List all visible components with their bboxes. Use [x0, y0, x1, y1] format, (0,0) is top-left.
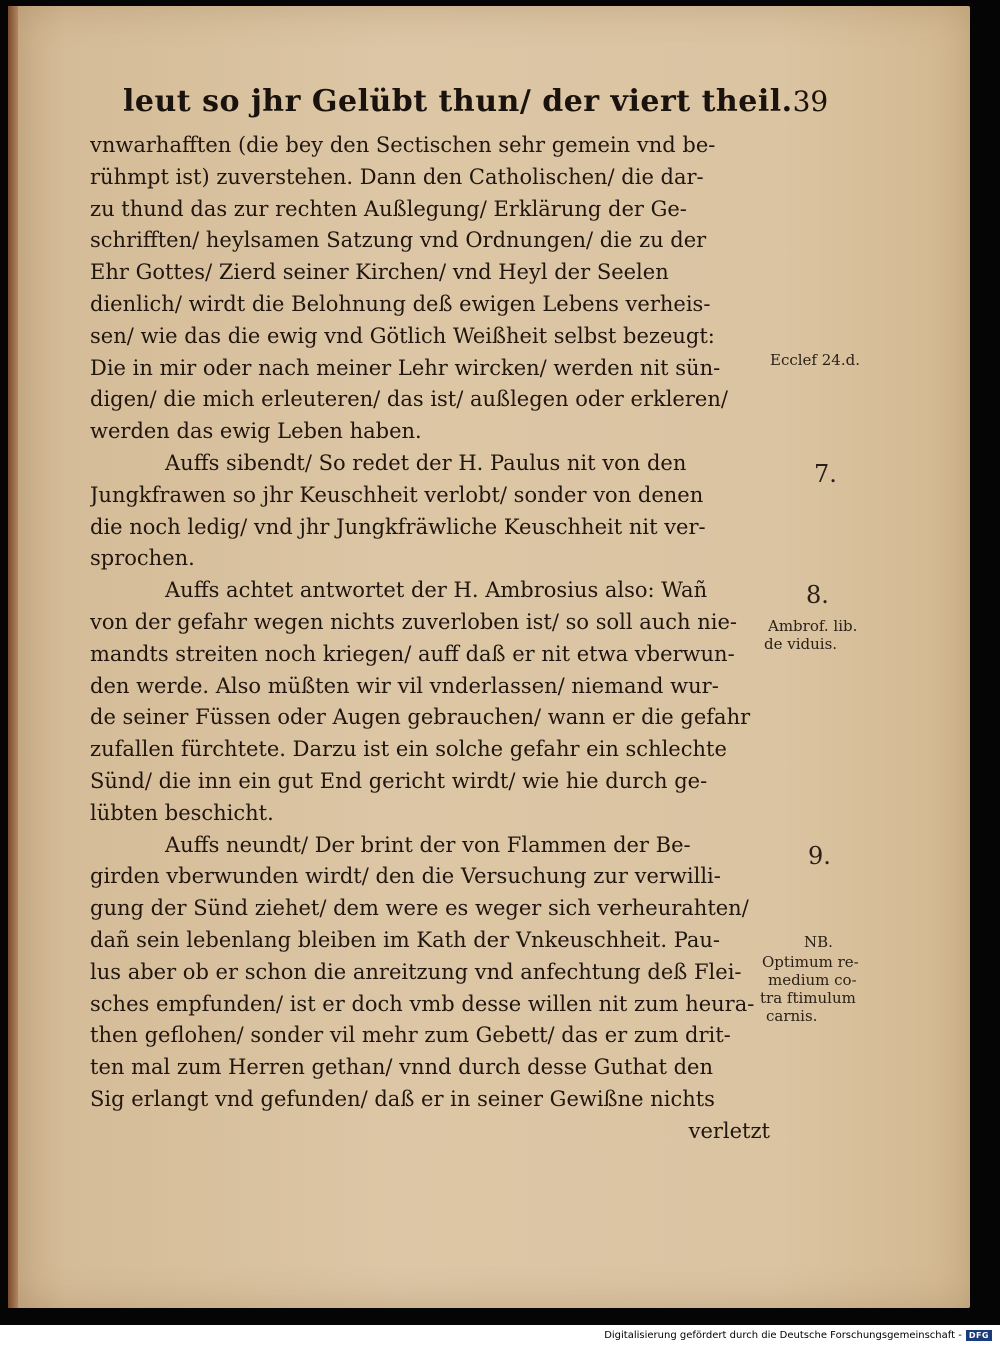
text-line: Auffs achtet antwortet der H. Ambrosius also: Wañ	[165, 578, 708, 603]
text-line: sen/ wie das die ewig vnd Götlich Weißheit selbst bezeugt:	[90, 323, 715, 348]
margin-note-nb-2: Optimum re-	[762, 953, 859, 971]
text-line: Auffs neundt/ Der brint der von Flammen der Be-	[165, 832, 691, 857]
text-line: Jungkfrawen so jhr Keuschheit verlobt/ sonder von denen	[90, 482, 704, 507]
text-line: Sünd/ die inn ein gut End gericht wirdt/ wie hie durch ge-	[90, 768, 708, 793]
margin-number-9: 9.	[808, 842, 831, 870]
text-line: zu thund das zur rechten Außlegung/ Erklärung der Ge-	[90, 196, 687, 221]
text-line: dienlich/ wirdt die Belohnung deß ewigen Lebens verheis-	[90, 291, 711, 316]
text-line: lus aber ob er schon die anreitzung vnd anfechtung deß Flei-	[90, 959, 742, 984]
text-line: digen/ die mich erleuteren/ das ist/ außlegen oder erkleren/	[90, 387, 728, 412]
margin-note-nb-3: medium co-	[768, 971, 857, 989]
margin-note-nb-4: tra ftimulum	[760, 989, 856, 1007]
text-line: vnwarhafften (die bey den Sectischen sehr gemein vnd be-	[90, 133, 716, 157]
margin-number-7: 7.	[814, 460, 837, 488]
margin-note-eccles: Ecclef 24.d.	[770, 351, 860, 369]
text-line: de seiner Füssen oder Augen gebrauchen/ wann er die gefahr	[90, 705, 751, 730]
text-line: Auffs sibendt/ So redet der H. Paulus nit von den	[165, 450, 687, 475]
text-line: Ehr Gottes/ Zierd seiner Kirchen/ vnd Heyl der Seelen	[90, 260, 669, 285]
margin-note-ambros-2: de viduis.	[764, 635, 838, 653]
text-line: den werde. Also müßten wir vil vnderlassen/ niemand wur-	[90, 673, 719, 698]
text-line: werden das ewig Leben haben.	[90, 419, 422, 444]
text-line: sprochen.	[90, 546, 195, 571]
page-header	[123, 84, 829, 124]
text-line: lübten beschicht.	[90, 800, 274, 825]
text-line: sches empfunden/ ist er doch vmb desse willen nit zum heura-	[90, 991, 755, 1016]
margin-number-8: 8.	[806, 581, 829, 609]
digitization-footer	[604, 1327, 992, 1343]
margin-note-nb-5: carnis.	[766, 1007, 818, 1025]
text-line: then geflohen/ sonder vil mehr zum Gebett/ das er zum drit-	[90, 1023, 731, 1048]
text-line: ten mal zum Herren gethan/ vnnd durch desse Guthat den	[90, 1055, 713, 1080]
text-line: Die in mir oder nach meiner Lehr wircken/ werden nit sün-	[90, 355, 721, 380]
book-page	[8, 6, 970, 1308]
text-line: die noch ledig/ vnd jhr Jungkfräwliche Keuschheit nit ver-	[90, 514, 706, 539]
body-text	[90, 130, 770, 1148]
text-line: gung der Sünd ziehet/ dem were es weger sich verheurahten/	[90, 896, 749, 921]
text-line: girden vberwunden wirdt/ den die Versuchung zur verwilli-	[90, 864, 721, 889]
margin-note-nb-1: NB.	[804, 933, 833, 951]
text-line: rühmpt ist) zuverstehen. Dann den Catholischen/ die dar-	[90, 164, 704, 189]
page-number: 39	[792, 85, 829, 118]
catchword: verletzt	[688, 1118, 770, 1143]
footer-credit: Digitalisierung gefördert durch die Deutsche Forschungsgemeinschaft -	[604, 1329, 962, 1341]
text-line: von der gefahr wegen nichts zuverloben ist/ so soll auch nie-	[90, 609, 738, 634]
text-line: Sig erlangt vnd gefunden/ daß er in seiner Gewißne nichts	[90, 1086, 715, 1111]
running-head: leut so jhr Gelübt thun/ der viert theil.	[123, 84, 793, 119]
text-line: dañ sein lebenlang bleiben im Kath der Vnkeuschheit. Pau-	[90, 927, 721, 952]
text-line: schrifften/ heylsamen Satzung vnd Ordnungen/ die zu der	[90, 228, 707, 253]
margin-note-ambros-1: Ambrof. lib.	[768, 617, 858, 635]
text-line: mandts streiten noch kriegen/ auff daß er nit etwa vberwun-	[90, 641, 735, 666]
dfg-logo: DFG	[966, 1330, 992, 1341]
text-line: zufallen fürchtete. Darzu ist ein solche gefahr ein schlechte	[90, 737, 727, 762]
